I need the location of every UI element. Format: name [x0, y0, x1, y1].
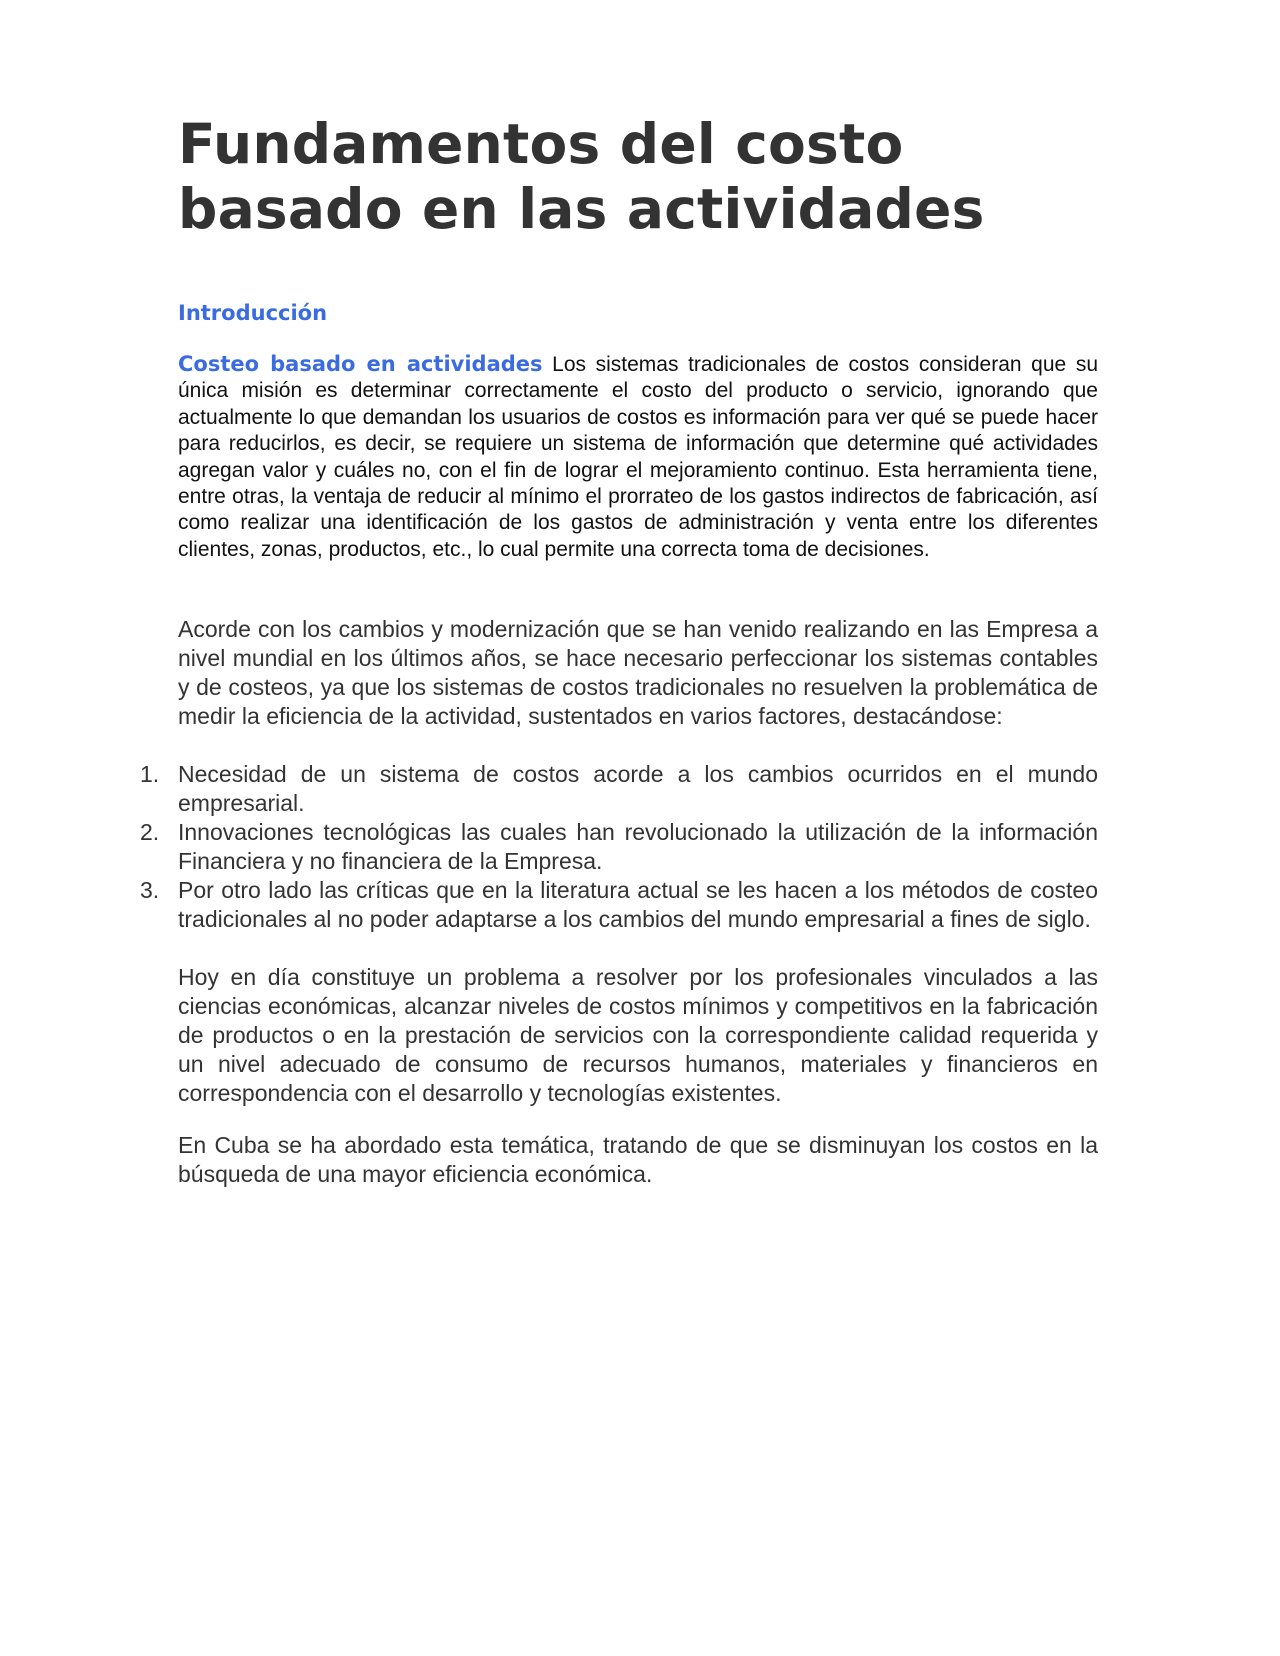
list-item: [140, 876, 1098, 934]
intro-text: Los sistemas tradicionales de costos consideran que su única misión es determinar correctamente el costo del producto o servicio, ignorando que actualmente lo que demandan los usuarios de costos es información para ver qué se puede hacer para reducirlos, es decir, se requiere un sistema de información que determine qué actividades agregan valor y cuáles no, con el fin de lograr el mejoramiento continuo. Esta herramienta tiene, entre otras, la ventaja de reducir al mínimo el prorrateo de los gastos indirectos de fabricación, así como realizar una identificación de los gastos de administración y venta entre los diferentes clientes, zonas, productos, etc., lo cual permite una correcta toma de decisiones.: [178, 353, 1098, 561]
paragraph-context: Acorde con los cambios y modernización que se han venido realizando en las Empresa a nivel mundial en los últimos años, se hace necesario perfeccionar los sistemas contables y de costeos, ya que los sistemas de costos tradicionales no resuelven la problemática de medir la eficiencia de la actividad, sustentados en varios factores, destacándose:: [178, 616, 1098, 730]
paragraph-problem: Hoy en día constituye un problema a resolver por los profesionales vinculados a las ciencias económicas, alcanzar niveles de costos mínimos y competitivos en la fabricación de productos o en la prestación de servicios con la correspondiente calidad requerida y un nivel adecuado de consumo de recursos humanos, materiales y financieros en correspondencia con el desarrollo y tecnologías existentes.: [178, 964, 1098, 1107]
document-content: [140, 112, 1098, 1189]
intro-paragraph: [178, 351, 1098, 563]
list-item-text: Innovaciones tecnológicas las cuales han revolucionado la utilización de la información Financiera y no financiera de la Empresa.: [178, 819, 1098, 875]
list-item-text: Por otro lado las críticas que en la literatura actual se les hacen a los métodos de costeo tradicionales al no poder adaptarse a los cambios del mundo empresarial a fines de siglo.: [178, 877, 1098, 933]
list-item-text: Necesidad de un sistema de costos acorde a los cambios ocurridos en el mundo empresarial.: [178, 761, 1098, 817]
list-item: [140, 760, 1098, 818]
paragraph-cuba: En Cuba se ha abordado esta temática, tratando de que se disminuyan los costos en la búsqueda de una mayor eficiencia económica.: [178, 1132, 1098, 1188]
list-item-number: 2.: [140, 819, 160, 846]
document-title: Fundamentos del costo basado en las actividades: [178, 112, 985, 241]
list-item-number: 3.: [140, 877, 160, 904]
list-item: [140, 818, 1098, 876]
intro-lead-term: Costeo basado en actividades: [178, 352, 543, 376]
list-item-number: 1.: [140, 761, 160, 788]
intro-heading: Introducción: [178, 301, 328, 325]
factors-list: [140, 760, 1098, 934]
